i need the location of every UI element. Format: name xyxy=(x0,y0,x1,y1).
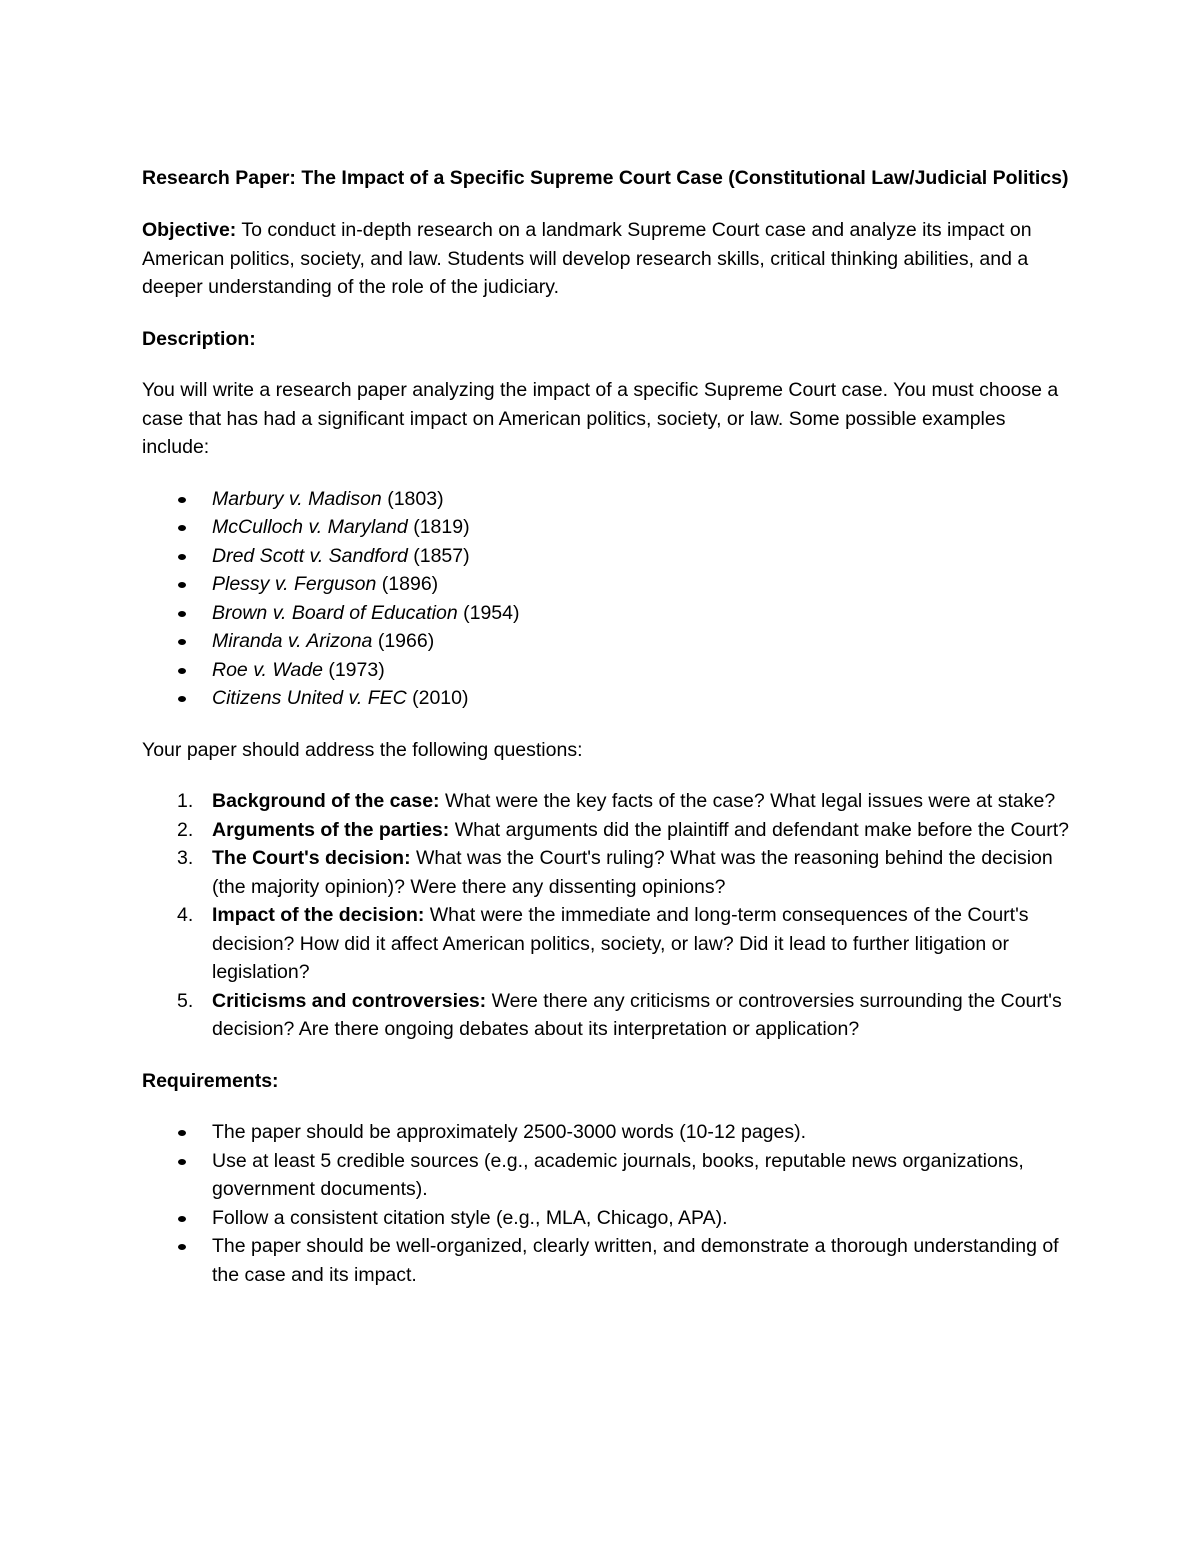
question-text: What was the Court's ruling? What was the reasoning behind the decision (the majority opinion)? Were there any dissenting opinions? xyxy=(212,847,1053,898)
question-label: The Court's decision: xyxy=(212,847,411,869)
requirement-item xyxy=(142,1118,1072,1147)
requirements-heading: Requirements: xyxy=(142,1069,279,1092)
bullet-icon xyxy=(178,1159,186,1165)
description-text: You will write a research paper analyzing the impact of a specific Supreme Court case. You must choose a case that has had a significant impact on American politics, society, or law. Some possible examples include: xyxy=(142,379,1059,458)
document-page xyxy=(142,164,1072,1312)
case-list-item xyxy=(142,542,1072,571)
question-number: 4. xyxy=(177,904,194,926)
case-list xyxy=(142,485,1072,713)
question-text: What were the key facts of the case? What legal issues were at stake? xyxy=(439,790,1056,812)
document-title: Research Paper: The Impact of a Specific Supreme Court Case (Constitutional Law/Judicial Politics) xyxy=(142,167,1069,189)
case-year: (1966) xyxy=(372,630,435,652)
question-item xyxy=(142,787,1072,816)
case-name: Brown v. Board of Education xyxy=(212,601,458,624)
bullet-icon xyxy=(178,554,186,560)
question-label: Criticisms and controversies: xyxy=(212,989,487,1012)
case-name: Plessy v. Ferguson xyxy=(212,573,377,595)
objective-label: Objective: xyxy=(142,219,237,241)
questions-intro: Your paper should address the following questions: xyxy=(142,738,583,761)
bullet-icon xyxy=(178,639,186,645)
bullet-icon xyxy=(178,1216,186,1222)
question-number: 2. xyxy=(177,818,194,841)
case-name: Dred Scott v. Sandford xyxy=(212,544,408,567)
case-name: McCulloch v. Maryland xyxy=(212,516,408,538)
question-label: Arguments of the parties: xyxy=(212,818,450,841)
bullet-icon xyxy=(178,525,186,531)
bullet-icon xyxy=(178,497,186,503)
question-number: 3. xyxy=(177,847,194,869)
case-list-item xyxy=(142,599,1072,628)
requirement-item xyxy=(142,1232,1072,1289)
bullet-icon xyxy=(178,611,186,617)
case-list-item xyxy=(142,570,1072,599)
case-name: Citizens United v. FEC xyxy=(212,687,407,709)
objective-text: To conduct in-depth research on a landmark Supreme Court case and analyze its impact on American politics, society, and law. Students will develop research skills, critical thinking abilities, and a deeper understanding of the role of the judiciary. xyxy=(142,219,1032,298)
requirement-item xyxy=(142,1147,1072,1204)
case-name: Roe v. Wade xyxy=(212,658,323,681)
case-year: (2010) xyxy=(406,687,469,709)
question-item xyxy=(142,844,1072,901)
requirements-list xyxy=(142,1118,1072,1289)
description-heading: Description: xyxy=(142,327,256,350)
objective-paragraph xyxy=(142,216,1072,302)
question-text: Were there any criticisms or controversies surrounding the Court's decision? Are there ongoing debates about its interpretation or application? xyxy=(212,989,1062,1040)
question-text: What were the immediate and long-term consequences of the Court's decision? How did it affect American politics, society, or law? Did it lead to further litigation or legislation? xyxy=(212,904,1029,983)
case-year: (1803) xyxy=(381,487,444,510)
bullet-icon xyxy=(178,582,186,588)
question-text: What arguments did the plaintiff and defendant make before the Court? xyxy=(449,818,1069,841)
requirement-text: The paper should be well-organized, clearly written, and demonstrate a thorough understanding of the case and its impact. xyxy=(212,1235,1059,1286)
case-list-item xyxy=(142,684,1072,713)
case-name: Miranda v. Arizona xyxy=(212,630,373,652)
question-item xyxy=(142,901,1072,987)
case-year: (1954) xyxy=(457,601,520,624)
case-name: Marbury v. Madison xyxy=(212,487,382,510)
case-list-item xyxy=(142,485,1072,514)
questions-list xyxy=(142,787,1072,1044)
question-number: 5. xyxy=(177,989,194,1012)
bullet-icon xyxy=(178,1244,186,1250)
requirement-item xyxy=(142,1204,1072,1233)
case-year: (1896) xyxy=(376,573,439,595)
case-year: (1857) xyxy=(407,544,470,567)
question-label: Impact of the decision: xyxy=(212,904,425,926)
case-list-item xyxy=(142,627,1072,656)
requirement-text: Follow a consistent citation style (e.g., MLA, Chicago, APA). xyxy=(212,1206,728,1229)
question-item xyxy=(142,987,1072,1044)
requirement-text: Use at least 5 credible sources (e.g., academic journals, books, reputable news organizations, government documents). xyxy=(212,1149,1024,1200)
question-label: Background of the case: xyxy=(212,790,440,812)
case-year: (1819) xyxy=(407,516,470,538)
case-list-item xyxy=(142,513,1072,542)
requirement-text: The paper should be approximately 2500-3000 words (10-12 pages). xyxy=(212,1121,807,1143)
bullet-icon xyxy=(178,668,186,674)
question-number: 1. xyxy=(177,790,194,812)
case-list-item xyxy=(142,656,1072,685)
case-year: (1973) xyxy=(322,658,385,681)
question-item xyxy=(142,816,1072,845)
bullet-icon xyxy=(178,1130,186,1136)
bullet-icon xyxy=(178,696,186,702)
